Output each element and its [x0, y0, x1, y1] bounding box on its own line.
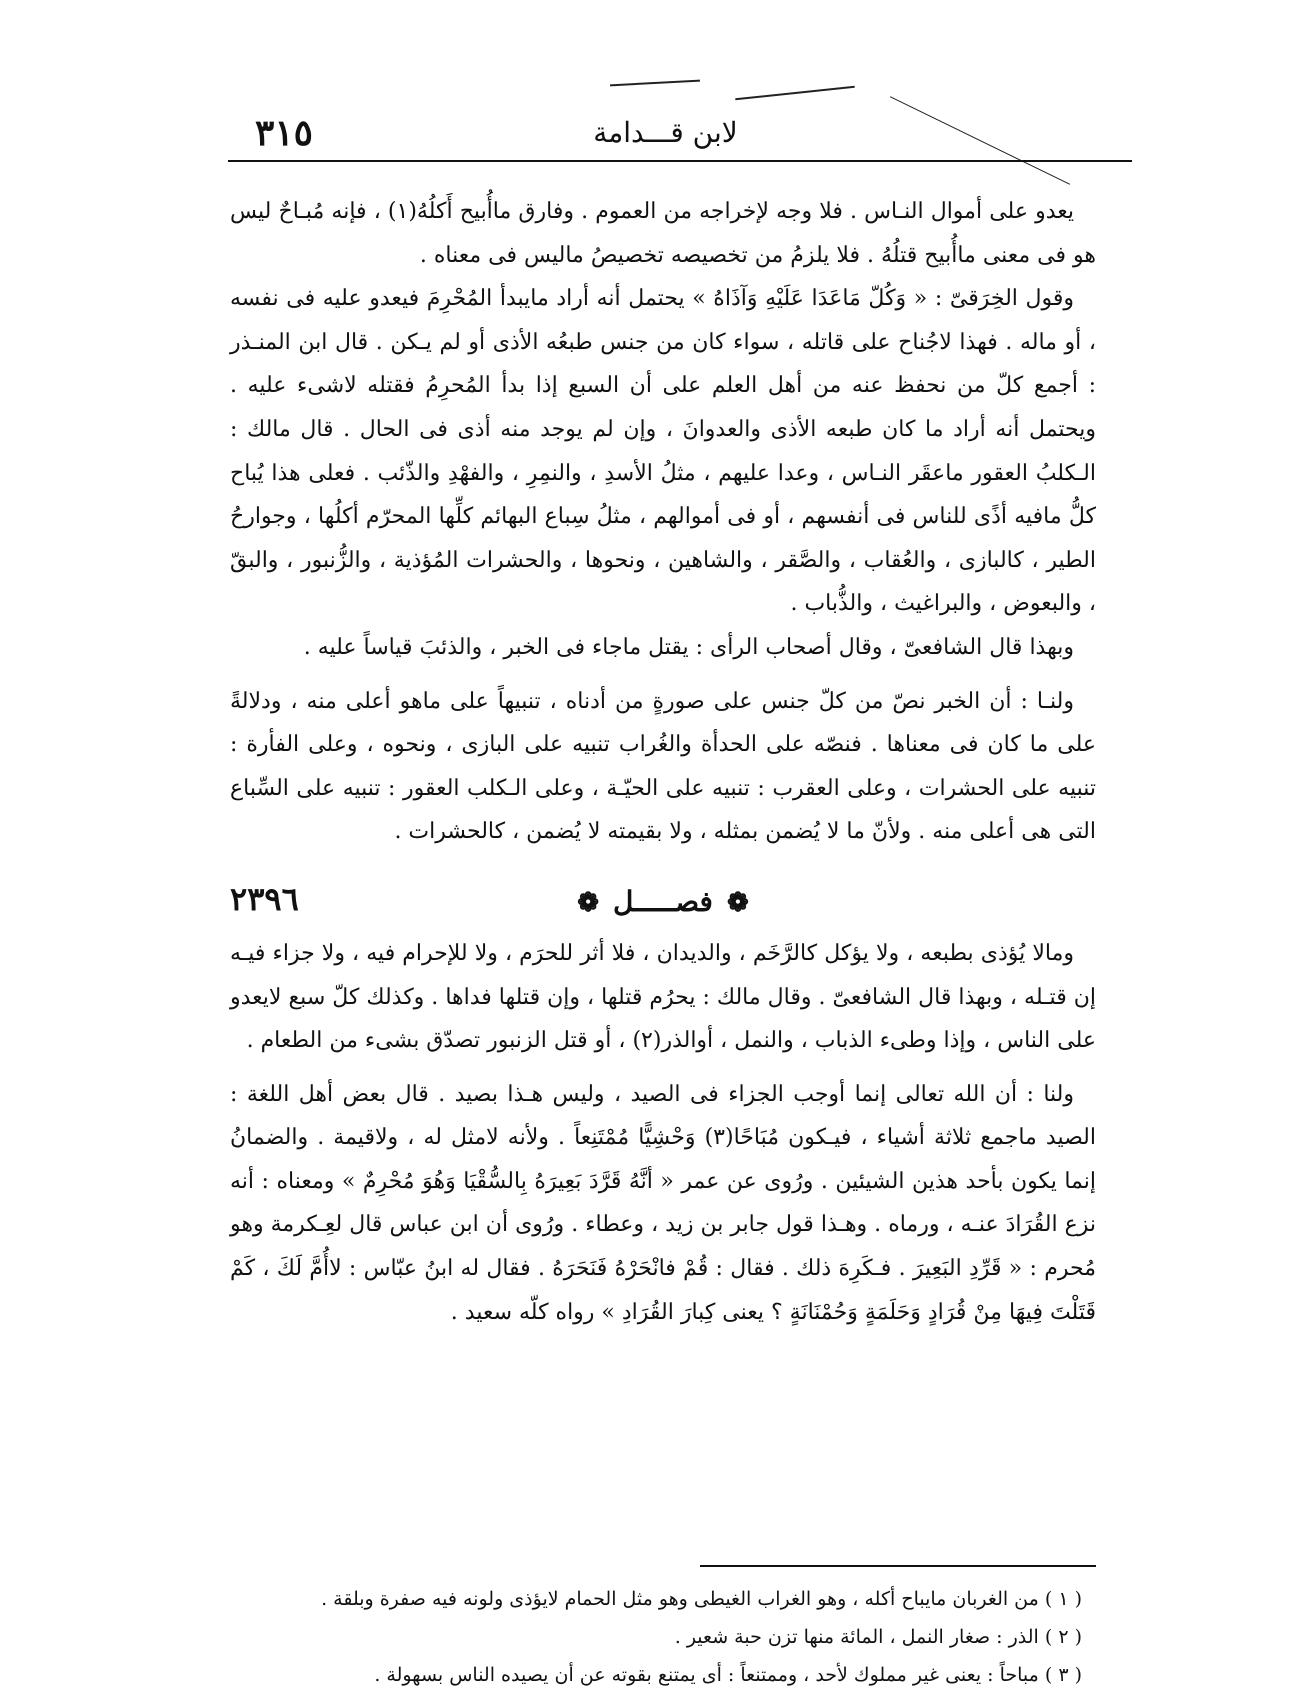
footnote: ( ١ ) من الغربان مايباح أكله ، وهو الغراب الغيطى وهو مثل الحمام لايؤذى ولونه فيه صفرة وبلقة .: [321, 1588, 1082, 1610]
section-heading: [230, 872, 1096, 932]
main-text: [230, 190, 1096, 1334]
running-title: لابن قـــدامة: [593, 116, 738, 149]
paragraph: ولنا : أن الله تعالى إنما أوجب الجزاء فى الصيد ، وليس هـذا بصيد . قال بعض أهل اللغة : الصيد ماجمع ثلاثة أشياء ، فيـكون مُبَاحًا(٣) وَحْشِيًّا مُمْتَنِعاً . ولأنه لامثل له ، ولاقيمة . والضمانُ إنما يكون بأحد هذين الشيئين . ورُوى عن عمر « أنَّهُ قَرَّدَ بَعِيرَهُ بِالسُّقْيَا وَهُوَ مُحْرِمٌ » ومعناه : أنه نزع القُرَادَ عنـه ، ورماه . وهـذا قول جابر بن زيد ، وعطاء . ورُوى أن ابن عباس قال لعِـكرمة وهو مُحرم : « قَرِّدِ البَعِيرَ . فـكَرِهَ ذلك . فقال : قُمْ فانْحَرْهُ فَنَحَرَهُ . فقال له ابنُ عبّاس : لاأُمَّ لَكَ ، كَمْ قَتَلْتَ فِيهَا مِنْ قُرَادٍ وَحَلَمَةٍ وَحُمْنَانَةٍ ؟ يعنى كِبارَ القُرَادِ » رواه كلّه سعيد .: [230, 1081, 1096, 1325]
page-number: ٣١٥: [255, 112, 314, 154]
section-number: ٢٣٩٦: [230, 879, 299, 918]
ornament-icon: ❁: [577, 887, 600, 918]
paragraph: يعدو على أموال النـاس . فلا وجه لإخراجه من العموم . وفارق ماأُبيح أَكلُهُ(١) ، فإنه مُبـاحٌ ليس هو فى معنى ماأُبيح قتلُهُ . فلا يلزمُ من تخصيصه تخصيصُ ماليس فى معناه .: [230, 199, 1096, 268]
section-title-wrap: [230, 880, 1096, 926]
ornament-icon: ❁: [726, 887, 749, 918]
page-header: [225, 112, 1106, 160]
scan-mark-top: [610, 80, 700, 87]
footnote: ( ٢ ) الذر : صغار النمل ، المائة منها تزن حبة شعير .: [674, 1626, 1082, 1648]
paragraph: وقول الخِرَقىّ : « وَكُلّ مَاعَدَا عَلَيْهِ وَآذَاهُ » يحتمل أنه أراد مايبدأ المُحْرِمَ فيعدو عليه فى نفسه ، أو ماله . فهذا لاجُناح على قاتله ، سواء كان من جنس طبعُه الأذى أو لم يـكن . قال ابن المنـذر : أجمع كلّ من نحفظ عنه من أهل العلم على أن السبع إذا بدأ المُحرِمُ فقتله لاشىء عليه . ويحتمل أنه أراد ما كان طبعه الأذى والعدوانَ ، وإن لم يوجد منه أذى فى الحال . قال مالك : الـكلبُ العقور ماعقَر النـاس ، وعدا عليهم ، مثلُ الأسدِ ، والنمِرِ ، والفهْدِ والذّئب . فعلى هذا يُباح كلُّ مافيه أذًى للناس فى أنفسهم ، أو فى أموالهم ، مثلُ سِباع البهائم كلِّها المحرّم أكلُها ، وجوارحُ الطير ، كالبازى ، والعُقاب ، والصَّقر ، والشاهين ، ونحوها ، والحشرات المُؤذية ، والزُّنبور ، والبقّ ، والبعوض ، والبراغيث ، والذُّباب .: [230, 286, 1096, 617]
paragraph: وبهذا قال الشافعىّ ، وقال أصحاب الرأى : يقتل ماجاء فى الخبر ، والذئبَ قياساً عليه .: [303, 634, 1074, 660]
footnotes: [230, 1580, 1096, 1694]
paragraph: ومالا يُؤذى بطبعه ، ولا يؤكل كالرَّخَم ، والديدان ، فلا أثر للحرَم ، ولا للإحرام فيه ، ولا جزاء فيـه إن قتـله ، وبهذا قال الشافعىّ . وقال مالك : يحرُم قتلها ، وإن قتلها فداها . وكذلك كلّ سبع لايعدو على الناس ، وإذا وطىء الذباب ، والنمل ، أوالذر(٢) ، أو قتل الزنبور تصدّق بشىء من الطعام .: [230, 940, 1096, 1054]
scan-mark-top-2: [735, 86, 855, 101]
footnote-rule: [700, 1565, 1096, 1567]
paragraph: ولنـا : أن الخبر نصّ من كلّ جنس على صورةٍ من أدناه ، تنبيهاً على ماهو أعلى منه ، ودلالةً على ما كان فى معناها . فنصّه على الحدأة والغُراب تنبيه على البازى ، ونحوه ، وعلى الفأرة : تنبيه على الحشرات ، وعلى العقرب : تنبيه على الحيّـة ، وعلى الـكلب العقور : تنبيه على السِّباع التى هى أعلى منه . ولأنّ ما لا يُضمن بمثله ، ولا بقيمته لا يُضمن ، كالحشرات .: [230, 688, 1096, 845]
footnote: ( ٣ ) مباحاً : يعنى غير مملوك لأحد ، وممتنعاً : أى يمتنع بقوته عن أن يصيده الناس بسهولة .: [374, 1664, 1082, 1686]
header-rule: [228, 160, 1132, 162]
section-title: فصـــــل: [613, 884, 713, 918]
